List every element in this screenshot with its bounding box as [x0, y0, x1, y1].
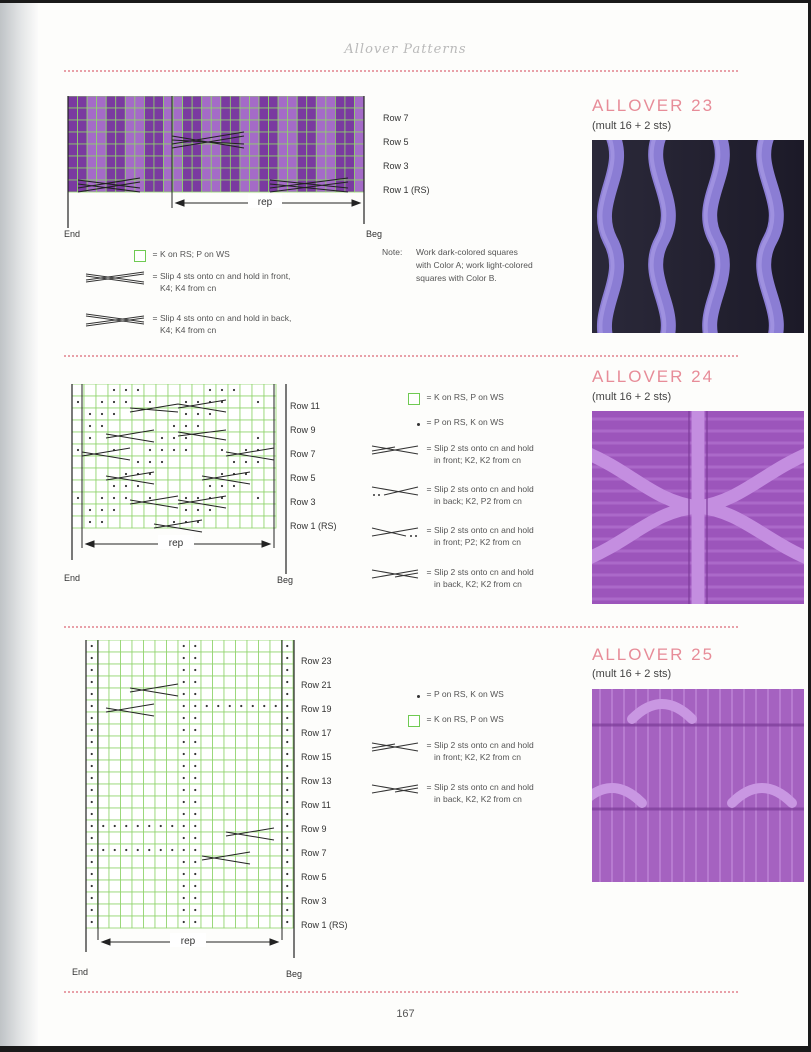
legend-item: = Slip 2 sts onto cn and hold in back; K2, P2 from cn — [358, 483, 534, 507]
rep-label: rep — [257, 197, 273, 208]
purl-dot-icon — [417, 695, 420, 698]
row-label: Row 15 — [301, 752, 332, 762]
legend-text: Slip 2 sts onto cn and hold in back; K2, P2 from cn — [434, 484, 534, 506]
legend-item: = K on RS, P on WS — [358, 713, 504, 729]
allover-24-swatch-photo — [592, 411, 804, 604]
legend-item: = Slip 2 sts onto cn and hold in front; K2, K2 from cn — [358, 442, 534, 466]
legend-text: Slip 2 sts onto cn and hold in back, K2, K2 from cn — [434, 782, 534, 804]
allover-23-swatch-photo — [592, 140, 804, 333]
cable-back-2-icon — [370, 781, 420, 797]
note-label: Note: — [382, 247, 403, 257]
rep-label: rep — [180, 936, 196, 947]
legend-text: Slip 2 sts onto cn and hold in front; K2, K2 from cn — [434, 443, 534, 465]
cable-back-purl-icon — [370, 483, 420, 499]
row-label: Row 7 — [383, 113, 409, 123]
divider-rule — [64, 626, 738, 628]
row-label: Row 17 — [301, 728, 332, 738]
row-label: Row 5 — [383, 137, 409, 147]
row-label: Row 5 — [301, 872, 327, 882]
legend-item: = Slip 4 sts onto cn and hold in front, K4; K4 from cn — [84, 270, 290, 294]
row-label: Row 13 — [301, 776, 332, 786]
row-label: Row 23 — [301, 656, 332, 666]
pattern-multiple: (mult 16 + 2 sts) — [592, 391, 672, 403]
legend-item: = Slip 2 sts onto cn and hold in front; K2, K2 from cn — [358, 739, 534, 763]
rep-label: rep — [168, 538, 184, 549]
cable-back-2-icon — [370, 566, 420, 582]
row-label: Row 7 — [301, 848, 327, 858]
cable-front-2-icon — [370, 442, 420, 458]
cable-front-purl-icon — [370, 524, 420, 540]
pattern-title: ALLOVER 24 — [592, 367, 715, 386]
legend-item: = Slip 2 sts onto cn and hold in back, K2, K2 from cn — [358, 781, 534, 805]
beg-label: Beg — [366, 229, 383, 239]
legend-text: Slip 2 sts onto cn and hold in back, K2; K2 from cn — [434, 567, 534, 589]
legend-item: = K on RS; P on WS — [84, 248, 230, 264]
legend-text: Slip 4 sts onto cn and hold in back, K4; K4 from cn — [160, 313, 292, 335]
cable-front-2-icon — [370, 739, 420, 755]
chart-note — [382, 246, 582, 285]
allover-25-swatch-photo — [592, 689, 804, 882]
row-label: Row 7 — [290, 449, 316, 459]
row-label: Row 1 (RS) — [301, 920, 348, 930]
page-number: 167 — [396, 1008, 415, 1020]
scan-edge-top — [0, 0, 811, 3]
legend-text: Slip 2 sts onto cn and hold in front; K2, K2 from cn — [434, 740, 534, 762]
legend-text: K on RS, P on WS — [434, 392, 504, 402]
row-label: Row 11 — [290, 401, 320, 411]
row-label: Row 1 (RS) — [290, 521, 337, 531]
legend-item: = P on RS, K on WS — [358, 688, 504, 704]
beg-label: Beg — [286, 969, 303, 979]
divider-rule — [64, 991, 738, 993]
end-label: End — [72, 967, 89, 977]
pattern-multiple: (mult 16 + 2 sts) — [592, 120, 672, 132]
row-label: Row 11 — [301, 800, 331, 810]
row-label: Row 1 (RS) — [383, 185, 430, 195]
row-label: Row 3 — [290, 497, 316, 507]
legend-text: P on RS, K on WS — [434, 689, 504, 699]
cable-front-4-icon — [84, 270, 146, 286]
legend-item: = Slip 4 sts onto cn and hold in back, K4; K4 from cn — [84, 312, 291, 336]
row-label: Row 5 — [290, 473, 316, 483]
allover-23-chart — [58, 96, 394, 248]
legend-text: K on RS, P on WS — [434, 714, 504, 724]
end-label: End — [64, 573, 81, 583]
row-label: Row 9 — [301, 824, 327, 834]
note-text: Work dark-colored squares with Color A; work light-colored squares with Color B. — [416, 247, 533, 283]
allover-24-chart — [62, 384, 302, 584]
beg-label: Beg — [277, 575, 294, 585]
allover-25-chart — [76, 640, 308, 970]
row-label: Row 3 — [383, 161, 409, 171]
row-label: Row 21 — [301, 680, 332, 690]
legend-text: P on RS, K on WS — [434, 417, 504, 427]
knit-square-icon — [408, 393, 420, 405]
pattern-multiple: (mult 16 + 2 sts) — [592, 668, 672, 680]
legend-item: = Slip 2 sts onto cn and hold in back, K2; K2 from cn — [358, 566, 534, 590]
running-head: Allover Patterns — [344, 42, 467, 57]
cable-back-4-icon — [84, 312, 146, 328]
purl-dot-icon — [417, 423, 420, 426]
end-label: End — [64, 229, 81, 239]
pattern-title: ALLOVER 23 — [592, 96, 715, 115]
divider-rule — [64, 70, 738, 72]
divider-rule — [64, 355, 738, 357]
legend-text: K on RS; P on WS — [160, 249, 230, 259]
scan-edge-bottom — [0, 1046, 811, 1052]
knit-square-icon — [134, 250, 146, 262]
knit-square-icon — [408, 715, 420, 727]
legend-text: Slip 2 sts onto cn and hold in front; P2; K2 from cn — [434, 525, 534, 547]
row-label: Row 19 — [301, 704, 332, 714]
legend-text: Slip 4 sts onto cn and hold in front, K4; K4 from cn — [160, 271, 291, 293]
legend-item: = K on RS, P on WS — [358, 391, 504, 407]
row-label: Row 3 — [301, 896, 327, 906]
pattern-title: ALLOVER 25 — [592, 645, 715, 664]
page-gutter-shadow — [0, 0, 38, 1052]
row-label: Row 9 — [290, 425, 316, 435]
legend-item: = P on RS, K on WS — [358, 416, 504, 432]
legend-item: = Slip 2 sts onto cn and hold in front; P2; K2 from cn — [358, 524, 534, 548]
